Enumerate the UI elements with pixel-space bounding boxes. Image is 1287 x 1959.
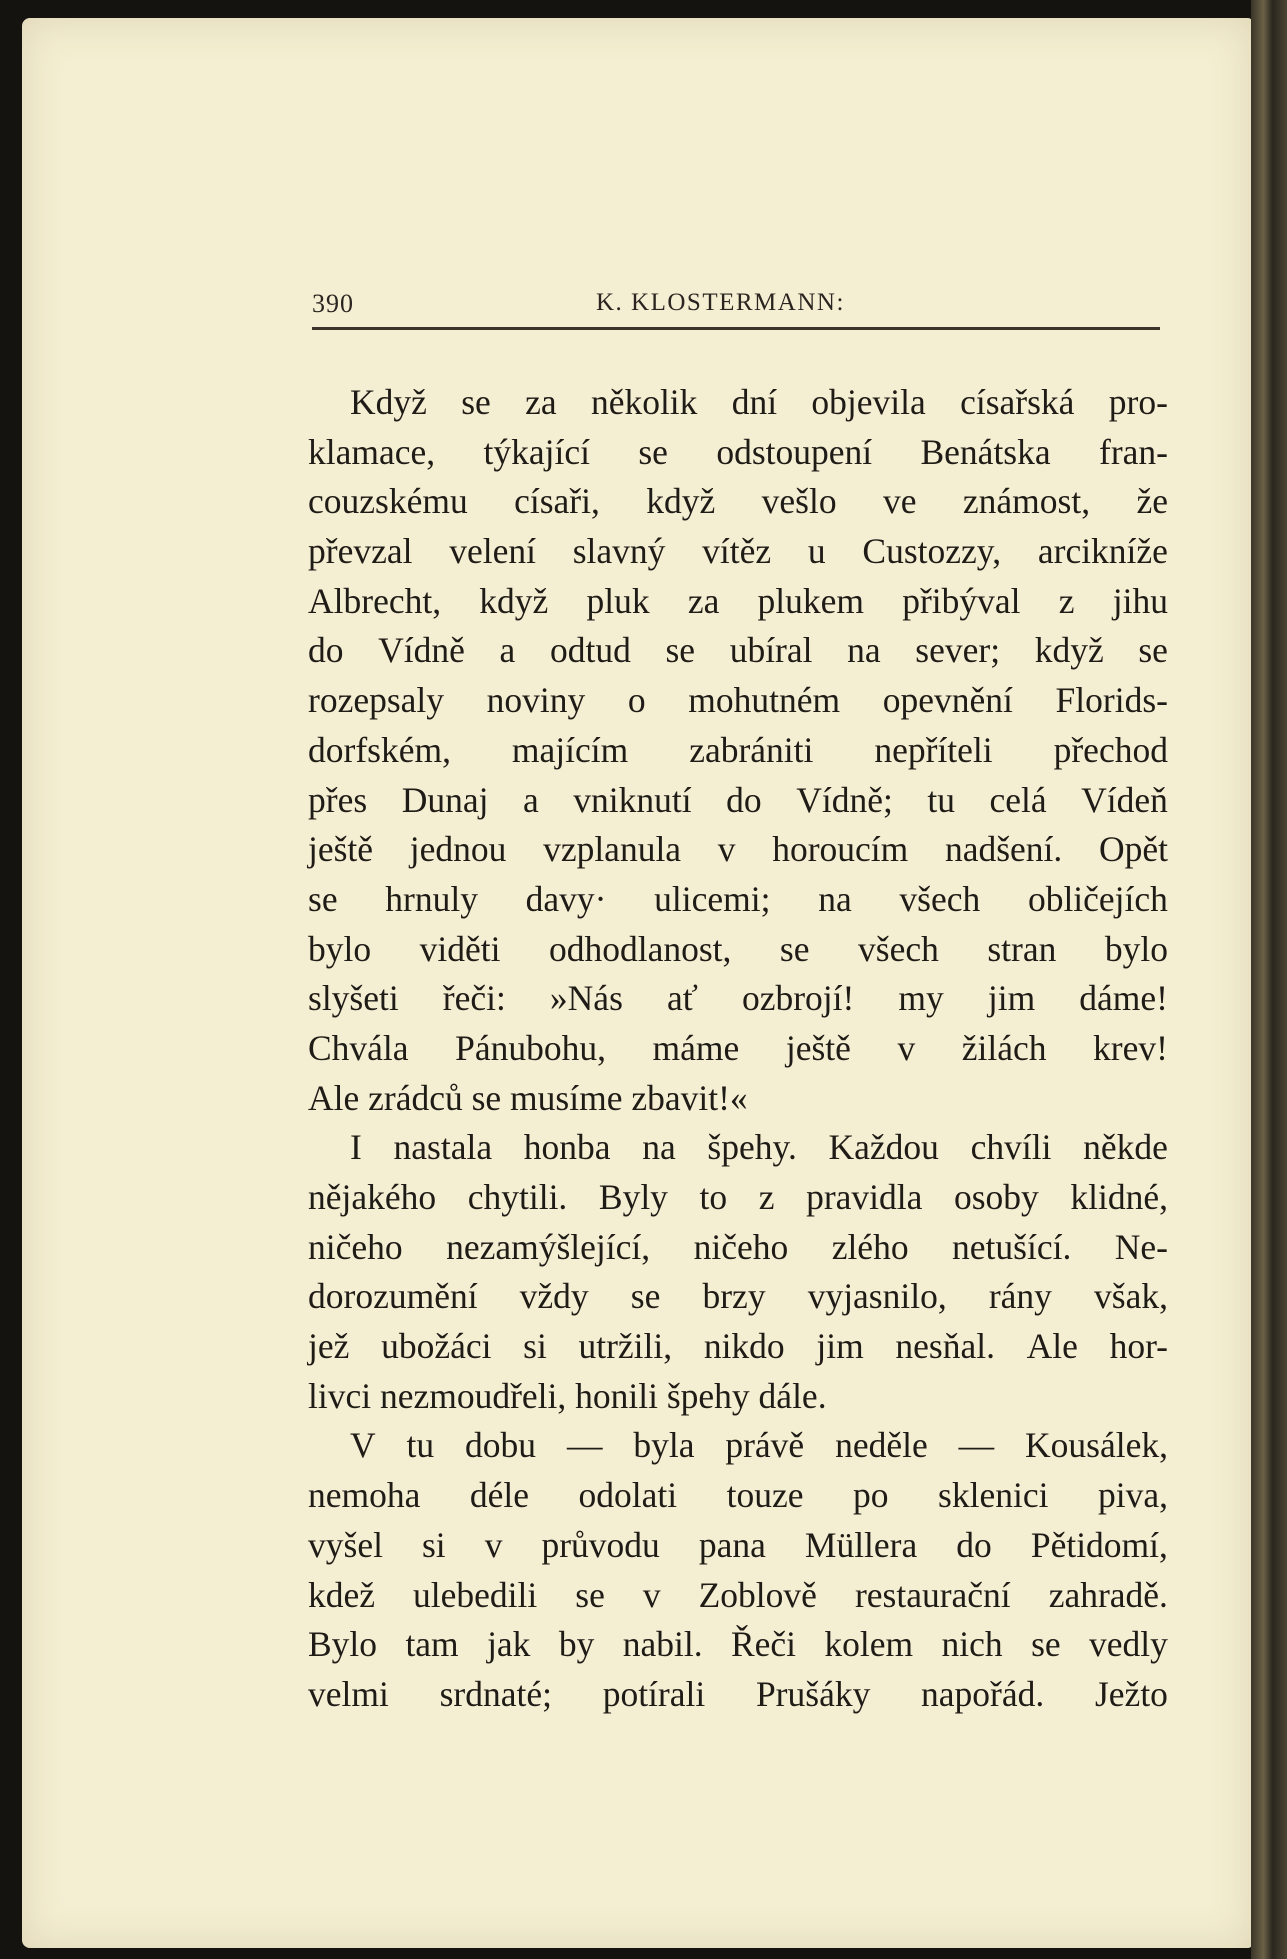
text-line: livci nezmoudřeli, honili špehy dále. (308, 1375, 827, 1416)
text-line: Albrecht, když pluk za plukem přibýval z jihu (308, 580, 1168, 621)
text-line: kdež ulebedili se v Zoblově restaurační zahradě. (308, 1574, 1168, 1615)
text-line: se hrnuly davy· ulicemi; na všech obličejích (308, 878, 1168, 919)
text-line: Když se za několik dní objevila císařská pro- (350, 382, 1168, 422)
header-rule (312, 327, 1160, 330)
page-edge (1251, 0, 1287, 1959)
text-line: I nastala honba na špehy. Každou chvíli někde (350, 1127, 1168, 1168)
text-line: velmi srdnaté; potírali Prušáky napořád. Ježto (308, 1673, 1168, 1714)
text-line: ničeho nezamýšlející, ničeho zlého netušící. Ne- (308, 1226, 1168, 1267)
text-line: převzal velení slavný vítěz u Custozzy, arcikníže (308, 531, 1168, 572)
body-text (308, 378, 1168, 1720)
running-head: K. KLOSTERMANN: (596, 289, 845, 316)
text-line: do Vídně a odtud se ubíral na sever; když se (308, 630, 1168, 671)
page-header (312, 285, 1160, 329)
text-line: Ale zrádců se musíme zbavit!« (308, 1077, 748, 1118)
page-number: 390 (312, 289, 354, 318)
text-line: Bylo tam jak by nabil. Řeči kolem nich se vedly (308, 1624, 1168, 1665)
text-line: dorfském, majícím zabrániti nepříteli přechod (308, 729, 1168, 770)
text-line: V tu dobu — byla právě neděle — Kousálek, (350, 1425, 1168, 1466)
text-line: couzskému císaři, když vešlo ve známost, že (308, 481, 1168, 522)
text-line: přes Dunaj a vniknutí do Vídně; tu celá Vídeň (308, 779, 1168, 820)
text-line: bylo viděti odhodlanost, se všech stran bylo (308, 928, 1168, 969)
text-line: slyšeti řeči: »Nás ať ozbrojí! my jim dáme! (308, 978, 1168, 1019)
text-line: nemoha déle odolati touze po sklenici piva, (308, 1475, 1168, 1516)
text-line: Chvála Pánubohu, máme ještě v žilách krev! (308, 1027, 1168, 1068)
text-line: nějakého chytili. Byly to z pravidla osoby klidné, (308, 1177, 1168, 1217)
text-line: vyšel si v průvodu pana Müllera do Pětidomí, (308, 1524, 1168, 1565)
text-line: ještě jednou vzplanula v horoucím nadšení. Opět (308, 829, 1168, 870)
text-line: klamace, týkající se odstoupení Benátska fran- (308, 431, 1168, 472)
text-line: dorozumění vždy se brzy vyjasnilo, rány však, (308, 1276, 1168, 1317)
text-line: jež ubožáci si utržili, nikdo jim nesňal. Ale hor- (308, 1326, 1168, 1367)
text-line: rozepsaly noviny o mohutném opevnění Florids- (308, 680, 1168, 721)
